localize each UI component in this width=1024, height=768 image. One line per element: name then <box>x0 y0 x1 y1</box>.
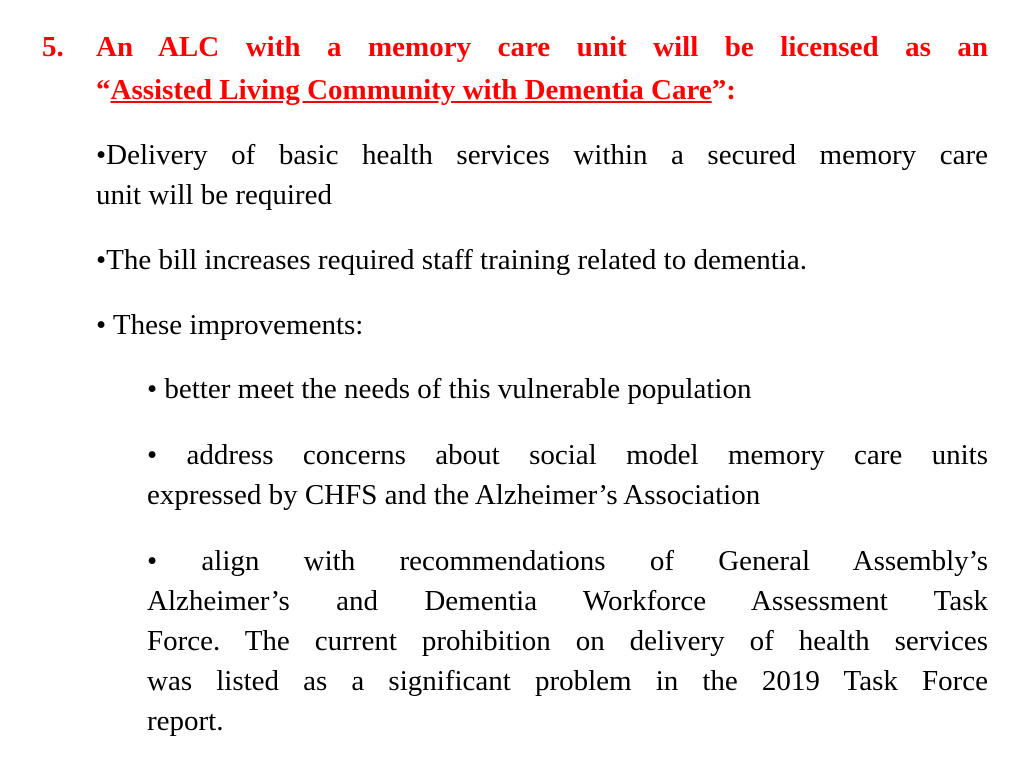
bullet-marker: • <box>147 545 202 577</box>
sub-bullet-line: expressed by CHFS and the Alzheimer’s Association <box>147 479 761 511</box>
sub-bullet-line: Force. The current prohibition on delivery of health services <box>147 625 988 657</box>
sub-bullet-address-concerns <box>147 435 988 515</box>
heading-item-5 <box>42 26 988 112</box>
sub-bullet-population-needs <box>147 369 988 409</box>
bullet-health-services <box>96 135 988 215</box>
bullet-marker: • <box>96 309 113 341</box>
heading-text <box>96 26 988 112</box>
sub-bullet-line: • better meet the needs of this vulnerable population <box>147 373 752 405</box>
heading-open-quote: “ <box>96 74 111 106</box>
sub-bullet-line: • address concerns about social model memory care units <box>147 439 989 471</box>
bullet-marker: • <box>96 139 107 171</box>
heading-close-quote: ”: <box>711 74 736 106</box>
license-name: Assisted Living Community with Dementia Care <box>110 74 712 106</box>
bullet-staff-training <box>96 240 988 280</box>
bullet-marker: • <box>96 244 107 276</box>
heading-number: 5. <box>42 31 64 63</box>
sub-bullet-line: was listed as a significant problem in the 2019 Task Force <box>147 665 988 697</box>
bullet-line: •Delivery of basic health services within a secured memory care <box>96 139 988 171</box>
bullet-marker: • <box>147 439 187 471</box>
sub-bullet-line: Alzheimer’s and Dementia Workforce Assessment Task <box>147 585 988 617</box>
bullet-marker: • <box>147 373 165 405</box>
sub-bullet-line: report. <box>147 705 224 737</box>
bullet-line: • These improvements: <box>96 309 364 341</box>
sub-bullet-align-recommendations <box>147 541 988 741</box>
sub-bullet-line: • align with recommendations of General Assembly’s <box>147 545 989 577</box>
bullet-line: •The bill increases required staff training related to dementia. <box>96 244 807 276</box>
bullet-line: unit will be required <box>96 179 332 211</box>
bullet-improvements <box>96 305 988 345</box>
heading-line-1: An ALC with a memory care unit will be licensed as an <box>96 31 988 63</box>
